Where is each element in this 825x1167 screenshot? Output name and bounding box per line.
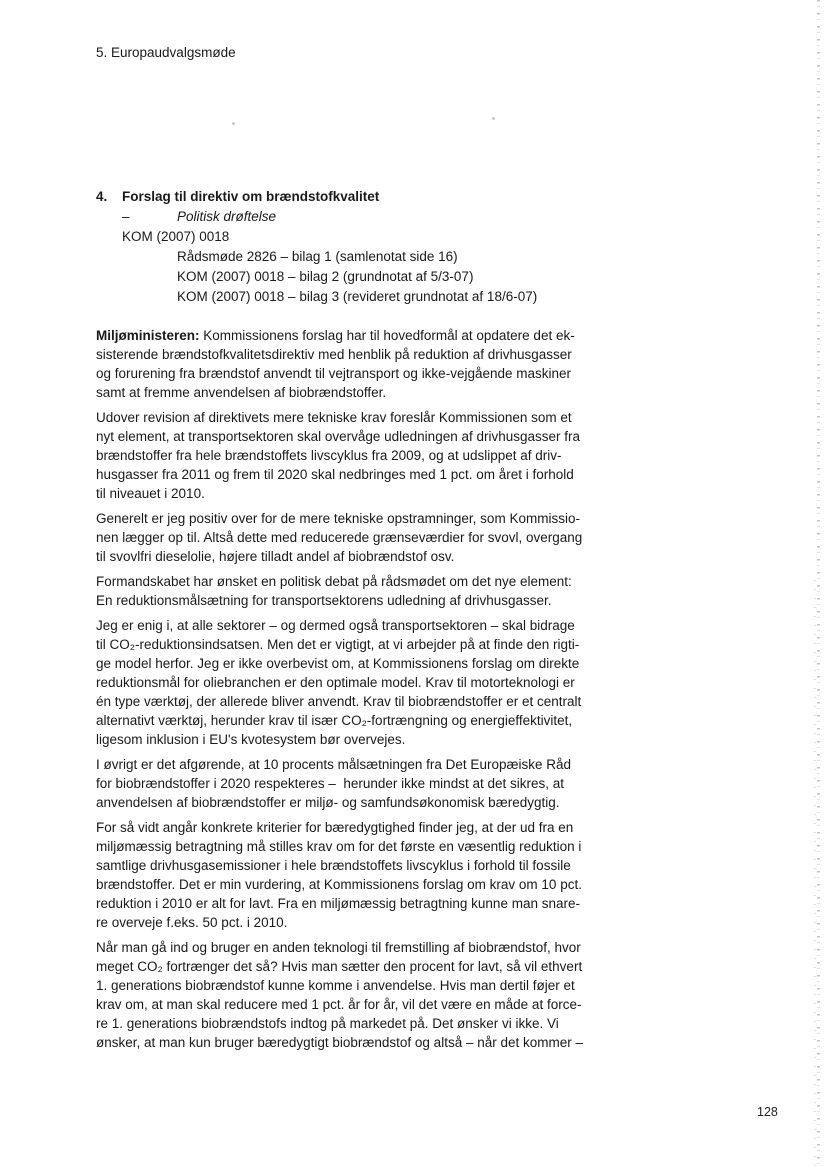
- agenda-document-ref: KOM (2007) 0018 – bilag 3 (revideret grundnotat af 18/6-07): [177, 289, 538, 304]
- text-line: Udover revision af direktivets mere tekniske krav foreslår Kommissionen som et: [96, 410, 572, 425]
- text-line: For så vidt angår konkrete kriterier for bæredygtighed finder jeg, at der ud fra en: [96, 820, 574, 835]
- statement-body: [96, 326, 721, 1058]
- paragraph: [96, 818, 721, 932]
- text-line: og forurening fra brændstof anvendt til vejtransport og ikke-vejgående maskiner: [96, 366, 572, 381]
- scan-speck: [232, 122, 235, 125]
- text-line: Jeg er enig i, at alle sektorer – og dermed også transportsektoren – skal bidrage: [96, 618, 575, 633]
- text-line: Formandskabet har ønsket en politisk debat på rådsmødet om det nye element:: [96, 574, 572, 589]
- text-line: samtlige drivhusgasemissioner i hele brændstoffets livscyklus i forhold til fossile: [96, 858, 571, 873]
- paragraph: [96, 408, 721, 503]
- text-line: reduktionsmål for oliebranchen er den optimale model. Krav til motorteknologi er: [96, 675, 575, 690]
- text-line: alternativt værktøj, herunder krav til især CO₂-fortrængning og energieffektivitet,: [96, 713, 573, 728]
- text-line: sisterende brændstofkvalitetsdirektiv med henblik på reduktion af drivhusgasser: [96, 347, 572, 362]
- paragraph: [96, 755, 721, 812]
- text-segment: Kommissionens forslag har til hovedformål at opdatere det ek-: [199, 328, 575, 343]
- text-line: 1. generations biobrændstof kunne komme i anvendelse. Hvis man dertil føjer et: [96, 978, 575, 993]
- agenda-title-row: [96, 187, 537, 207]
- paragraph: [96, 572, 721, 610]
- text-line: for biobrændstoffer i 2020 respekteres – herunder ikke mindst at det sikres, at: [96, 776, 564, 791]
- text-line: krav om, at man skal reducere med 1 pct. år for år, vil det være en måde at force-: [96, 997, 582, 1012]
- text-line: ge model herfor. Jeg er ikke overbevist om, at Kommissionens forslag om direkte: [96, 656, 580, 671]
- paragraph: [96, 616, 721, 749]
- page-number: 128: [757, 1105, 778, 1119]
- text-line: anvendelsen af biobrændstoffer er miljø- og samfundsøkonomisk bæredygtig.: [96, 795, 560, 810]
- text-line: nyt element, at transportsektoren skal overvåge udledningen af drivhusgasser fra: [96, 429, 581, 444]
- agenda-reference: KOM (2007) 0018: [122, 229, 230, 244]
- agenda-subtitle-row: [96, 207, 537, 227]
- text-line: re overveje f.eks. 50 pct. i 2010.: [96, 915, 288, 930]
- agenda-document-ref: KOM (2007) 0018 – bilag 2 (grundnotat af 5/3-07): [177, 269, 474, 284]
- text-line: [96, 326, 721, 345]
- text-line: Generelt er jeg positiv over for de mere tekniske opstramninger, som Kommissio-: [96, 511, 580, 526]
- text-line: nen lægger op til. Altså dette med reducerede grænseværdier for svovl, overgang: [96, 530, 583, 545]
- running-header: 5. Europaudvalgsmøde: [96, 45, 236, 60]
- text-line: meget CO₂ fortrænger det så? Hvis man sætter den procent for lavt, så vil ethvert: [96, 959, 583, 974]
- text-line: ligesom inklusion i EU's kvotesystem bør overvejes.: [96, 732, 406, 747]
- agenda-item-title: Forslag til direktiv om brændstofkvalitet: [122, 189, 380, 204]
- speaker-name: Miljøministeren:: [96, 328, 200, 343]
- dash-mark: –: [122, 209, 130, 224]
- text-line: til niveauet i 2010.: [96, 486, 205, 501]
- agenda-item-number: 4.: [96, 189, 108, 204]
- text-line: re 1. generations biobrændstofs indtog på markedet på. Det ønsker vi ikke. Vi: [96, 1016, 559, 1031]
- text-line: brændstoffer fra hele brændstoffets livscyklus fra 2009, og at udslippet af driv-: [96, 448, 562, 463]
- agenda-document-ref: Rådsmøde 2826 – bilag 1 (samlenotat side 16): [177, 249, 458, 264]
- text-line: én type værktøj, der allerede bliver anvendt. Krav til biobrændstoffer er et centralt: [96, 694, 582, 709]
- text-line: reduktion i 2010 er alt for lavt. Fra en miljømæssig betragtning kunne man snare-: [96, 896, 580, 911]
- text-line: En reduktionsmålsætning for transportsektorens udledning af drivhusgasser.: [96, 593, 552, 608]
- text-line: I øvrigt er det afgørende, at 10 procents målsætningen fra Det Europæiske Råd: [96, 757, 571, 772]
- text-line: Når man gå ind og bruger en anden teknologi til fremstilling af biobrændstof, hvor: [96, 940, 581, 955]
- paragraph: [96, 326, 721, 402]
- text-line: samt at fremme anvendelsen af biobrændstoffer.: [96, 385, 387, 400]
- scan-edge-artifact: [817, 0, 820, 1167]
- scan-speck: [492, 117, 495, 120]
- agenda-item-subtitle: Politisk drøftelse: [177, 209, 277, 224]
- scan-edge-artifact: [814, 580, 816, 1167]
- text-line: brændstoffer. Det er min vurdering, at Kommissionens forslag om krav om 10 pct.: [96, 877, 582, 892]
- text-line: miljømæssig betragtning må stilles krav om for det første en væsentlig reduktion i: [96, 839, 582, 854]
- text-line: husgasser fra 2011 og frem til 2020 skal nedbringes med 1 pct. om året i forhold: [96, 467, 574, 482]
- text-line: ønsker, at man kun bruger bæredygtigt biobrændstof og altså – når det kommer –: [96, 1035, 584, 1050]
- text-line: til svovlfri dieselolie, højere tilladt andel af biobrændstof osv.: [96, 549, 455, 564]
- paragraph: [96, 938, 721, 1052]
- agenda-item-heading: [96, 187, 537, 307]
- text-line: til CO₂-reduktionsindsatsen. Men det er vigtigt, at vi arbejder på at finde den rigti-: [96, 637, 580, 652]
- paragraph: [96, 509, 721, 566]
